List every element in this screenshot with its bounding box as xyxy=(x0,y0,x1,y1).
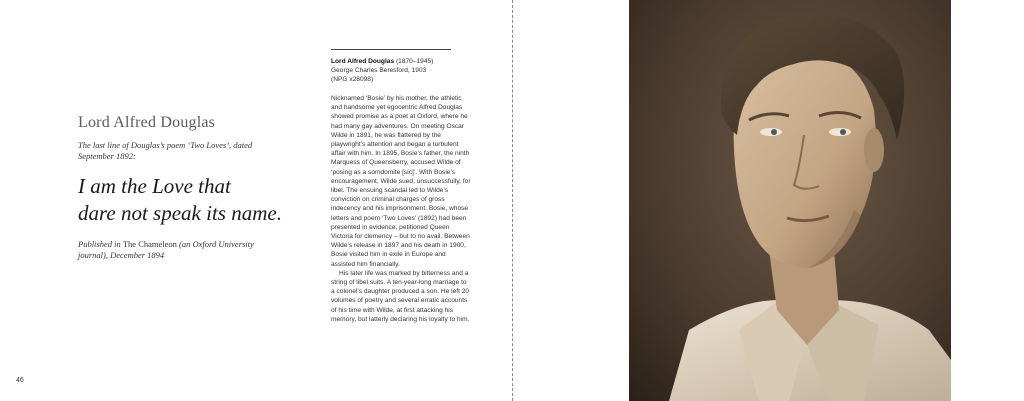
caption-reference: (NPG x28098) xyxy=(331,76,374,84)
portrait-photograph xyxy=(629,0,951,401)
poem-quote xyxy=(78,173,318,227)
publication-note xyxy=(78,239,278,261)
publication-suffix: (an Oxford University journal), December 1894 xyxy=(78,239,254,260)
quote-intro: The last line of Douglas’s poem ‘Two Loves’, dated September 1892: xyxy=(78,140,253,161)
quote-line-2: dare not speak its name. xyxy=(78,201,282,225)
publication-title: The Chameleon xyxy=(122,239,177,249)
publication-prefix: Published in xyxy=(78,239,121,249)
caption-name: Lord Alfred Douglas xyxy=(331,58,395,65)
biography-paragraph-2: His later life was marked by bitterness and a string of libel suits. A ten-year-long marriage to a colonel’s daughter produced a son. He left 20 volumes of poetry and several erratic accounts of his time with Wilde, at first attacking his memory, but latterly declaring his loyalty to him. xyxy=(331,269,470,323)
quote-line-1: I am the Love that xyxy=(78,174,231,198)
portrait-image xyxy=(629,0,951,401)
right-page-outer-margin xyxy=(951,0,1024,401)
biography-text xyxy=(331,94,471,324)
caption-artist: George Charles Beresford, 1903 xyxy=(331,67,427,75)
photo-caption xyxy=(331,57,471,85)
portrait-heading: Lord Alfred Douglas xyxy=(78,114,216,131)
caption-rule xyxy=(331,49,451,50)
right-page-margin xyxy=(513,0,629,401)
page-number: 46 xyxy=(16,377,24,384)
caption-dates: (1870–1945) xyxy=(395,58,434,65)
biography-paragraph-1: Nicknamed ‘Bosie’ by his mother, the athletic and handsome yet egocentric Alfred Douglas showed promise as a poet at Oxford, where he had many gay adventures. On meeting Oscar Wilde in 1891, he was flattered by the playwright’s attention and began a turbulent affair with him. In 1895, Bosie’s father, the ninth Marquess of Queensberry, accused Wilde of ‘posing as a somdomite [sic]’. With Bosie’s encouragement, Wilde sued, unsuccessfully, for libel. The ensuing scandal led to Wilde’s conviction on criminal charges of gross indecency and his imprisonment. Bosie, whose letters and poem ‘Two Loves’ (1892) had been presented in evidence, petitioned Queen Victoria for clemency – but to no avail. Between Wilde’s release in 1897 and his death in 1900, Bosie visited him in exile in Europe and assisted him financially. xyxy=(331,95,471,268)
